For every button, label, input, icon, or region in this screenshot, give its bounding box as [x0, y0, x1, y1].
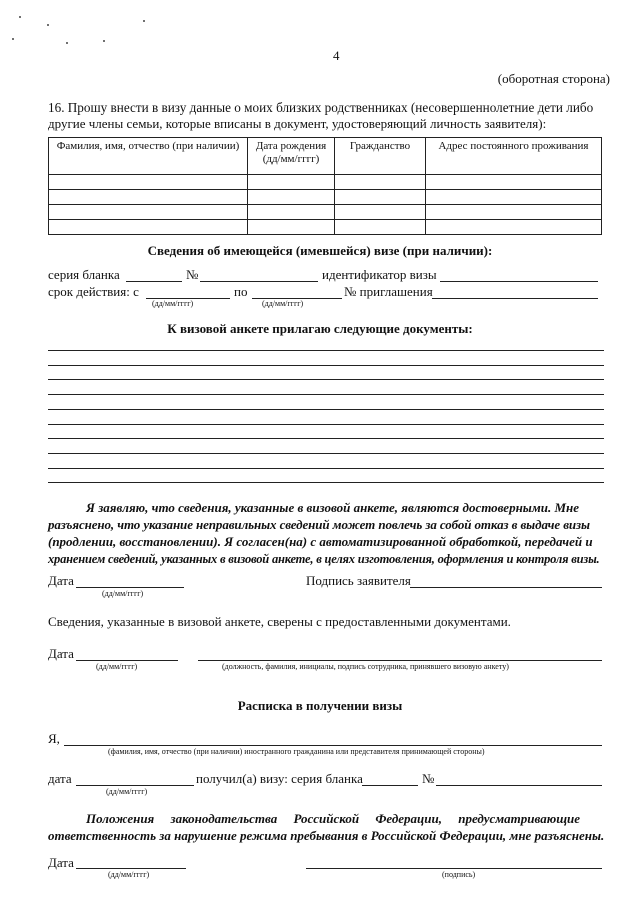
visa-number-label: №: [186, 267, 199, 282]
receipt-date-label: дата: [48, 771, 72, 786]
visa-invitation-label: № приглашения: [344, 284, 433, 299]
cell-birthdate[interactable]: [248, 190, 335, 205]
visa-series-field[interactable]: [126, 281, 182, 282]
scan-speck: [12, 38, 14, 40]
table-row: [49, 220, 602, 235]
cell-birthdate[interactable]: [248, 175, 335, 190]
visa-from-date-hint: (дд/мм/гггг): [152, 299, 194, 308]
col-header-address: Адрес постоянного проживания: [426, 138, 602, 175]
sign1-date-hint: (дд/мм/гггг): [102, 589, 144, 598]
table-row: [49, 190, 602, 205]
document-line[interactable]: [48, 424, 604, 425]
document-line[interactable]: [48, 409, 604, 410]
reverse-side-note: (оборотная сторона): [497, 71, 610, 86]
receipt-i-label: Я,: [48, 731, 60, 746]
receipt-received-label: получил(а) визу: серия бланка: [196, 771, 363, 786]
applicant-signature-field[interactable]: [410, 587, 602, 588]
final-signature-field[interactable]: [306, 868, 602, 869]
cell-name[interactable]: [49, 175, 248, 190]
visa-heading: Сведения об имеющейся (имевшейся) визе (при наличии):: [147, 243, 493, 258]
verified-date-field[interactable]: [76, 660, 178, 661]
cell-address[interactable]: [426, 190, 602, 205]
col-header-citizenship: Гражданство: [335, 138, 426, 175]
table-row: [49, 175, 602, 190]
item16-line2: другие члены семьи, которые вписаны в документ, удостоверяющий личность заявителя):: [48, 116, 547, 131]
verified-date-hint: (дд/мм/гггг): [96, 662, 138, 671]
page-number: 4: [333, 48, 340, 63]
item16-line1: 16. Прошу внести в визу данные о моих близких родственниках (несовершеннолетние дети либо: [48, 100, 594, 115]
table-row: [49, 205, 602, 220]
receipt-name-field[interactable]: [64, 745, 602, 746]
declaration-line4: хранением сведений, указанных в визовой анкете, в целях изготовления, оформления и контроля визы.: [48, 552, 600, 566]
cell-address[interactable]: [426, 175, 602, 190]
documents-heading: К визовой анкете прилагаю следующие документы:: [167, 321, 473, 336]
sign2-date-field[interactable]: [76, 868, 186, 869]
cell-address[interactable]: [426, 205, 602, 220]
document-line[interactable]: [48, 453, 604, 454]
sign1-date-field[interactable]: [76, 587, 184, 588]
cell-birthdate[interactable]: [248, 205, 335, 220]
sign1-signature-label: Подпись заявителя: [306, 573, 411, 588]
verified-date-label: Дата: [48, 646, 74, 661]
receipt-date-hint: (дд/мм/гггг): [106, 787, 148, 796]
cell-citizenship[interactable]: [335, 205, 426, 220]
document-line[interactable]: [48, 438, 604, 439]
sign2-date-label: Дата: [48, 855, 74, 870]
cell-name[interactable]: [49, 220, 248, 235]
declaration-line1: Я заявляю, что сведения, указанные в визовой анкете, являются достоверными. Мне: [86, 500, 579, 515]
document-line[interactable]: [48, 394, 604, 395]
scan-speck: [103, 40, 105, 42]
scan-speck: [19, 16, 21, 18]
official-signature-field[interactable]: [198, 660, 602, 661]
official-hint: (должность, фамилия, инициалы, подпись сотрудника, принявшего визовую анкету): [222, 662, 509, 671]
receipt-heading: Расписка в получении визы: [237, 698, 403, 713]
verified-statement: Сведения, указанные в визовой анкете, сверены с предоставленными документами.: [48, 614, 511, 629]
visa-to-label: по: [234, 284, 248, 299]
law-line2: ответственность за нарушение режима пребывания в Российской Федерации, мне разъяснены.: [48, 828, 605, 843]
cell-address[interactable]: [426, 220, 602, 235]
col-header-name: Фамилия, имя, отчество (при наличии): [49, 138, 248, 175]
declaration-line2: разъяснено, что указание неправильных сведений может повлечь за собой отказ в выдаче визы: [48, 517, 590, 532]
scan-speck: [47, 24, 49, 26]
relatives-table: [48, 137, 602, 235]
document-line[interactable]: [48, 350, 604, 351]
cell-citizenship[interactable]: [335, 190, 426, 205]
document-line[interactable]: [48, 468, 604, 469]
cell-birthdate[interactable]: [248, 220, 335, 235]
col-header-birthdate: Дата рождения (дд/мм/гггг): [248, 138, 335, 175]
visa-id-label: идентификатор визы: [322, 267, 437, 282]
scan-speck: [143, 20, 145, 22]
relatives-table-header: [49, 138, 602, 175]
document-line[interactable]: [48, 482, 604, 483]
receipt-date-field[interactable]: [76, 785, 194, 786]
visa-invitation-field[interactable]: [432, 298, 598, 299]
document-line[interactable]: [48, 379, 604, 380]
cell-name[interactable]: [49, 205, 248, 220]
cell-name[interactable]: [49, 190, 248, 205]
visa-number-field[interactable]: [200, 281, 318, 282]
visa-id-field[interactable]: [440, 281, 598, 282]
declaration-line3: (продлении, восстановлении). Я согласен(на) с автоматизированной обработкой, передачей и: [48, 534, 593, 549]
receipt-series-field[interactable]: [362, 785, 418, 786]
visa-series-label: серия бланка: [48, 267, 120, 282]
receipt-number-label: №: [422, 771, 435, 786]
visa-validity-label: срок действия: с: [48, 284, 139, 299]
sign1-date-label: Дата: [48, 573, 74, 588]
law-line1: Положения законодательства Российской Федерации, предусматривающие: [86, 811, 581, 826]
visa-to-date-hint: (дд/мм/гггг): [262, 299, 304, 308]
document-line[interactable]: [48, 365, 604, 366]
receipt-name-hint: (фамилия, имя, отчество (при наличии) иностранного гражданина или представителя принимающей стороны): [108, 747, 485, 756]
sign2-signature-hint: (подпись): [442, 870, 476, 879]
cell-citizenship[interactable]: [335, 175, 426, 190]
sign2-date-hint: (дд/мм/гггг): [108, 870, 150, 879]
receipt-number-field[interactable]: [436, 785, 602, 786]
scan-speck: [66, 42, 68, 44]
cell-citizenship[interactable]: [335, 220, 426, 235]
